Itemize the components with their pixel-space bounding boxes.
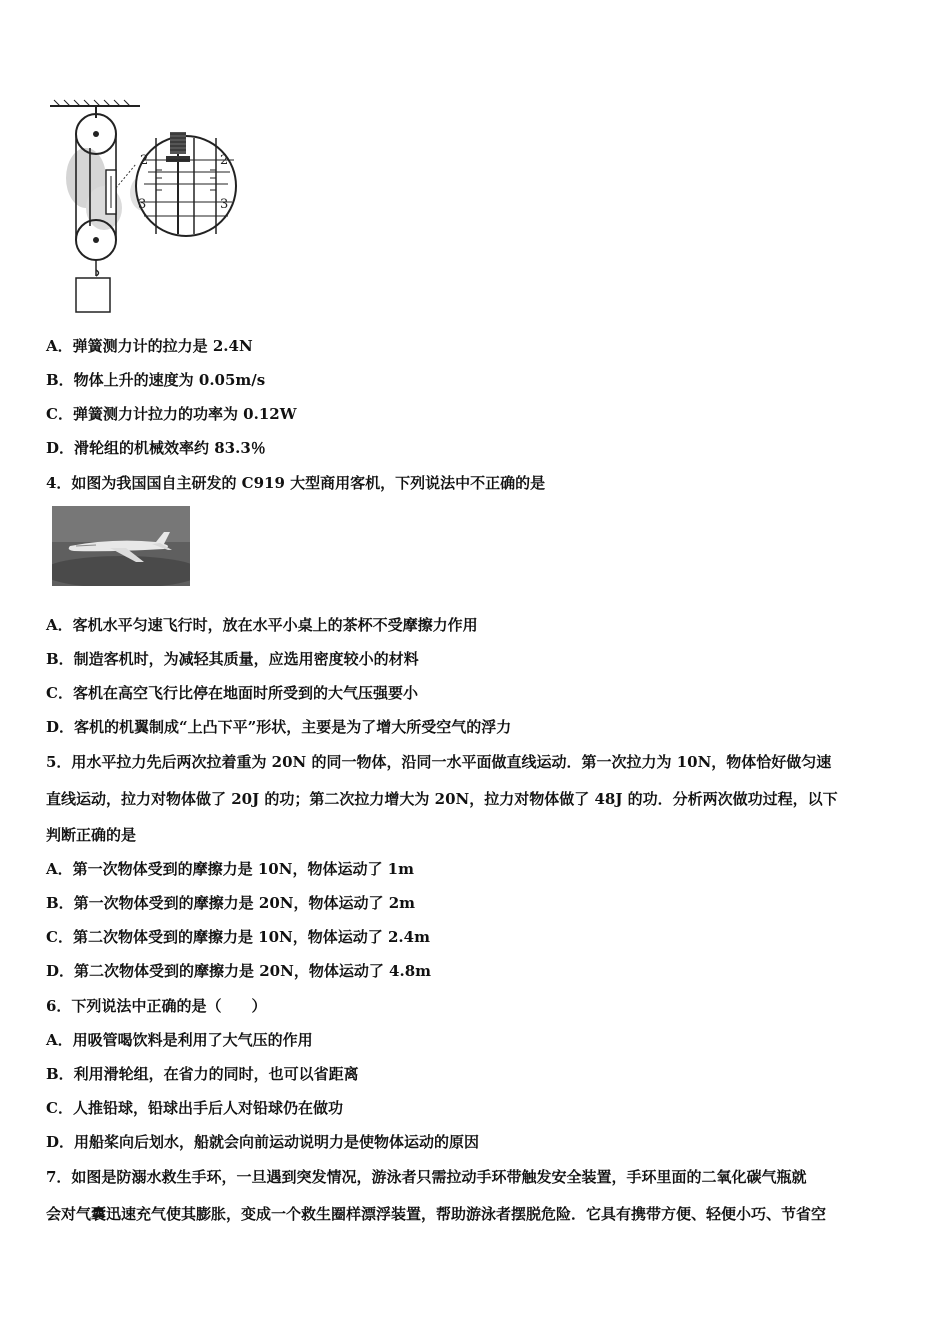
q7-line1: 7．如图是防溺水救生手环，一旦遇到突发情况，游泳者只需拉动手环带触发安全装置，手环里面的二氧化碳气瓶就 [46,1168,807,1186]
q5-option-a: A．第一次物体受到的摩擦力是 10N，物体运动了 1m [46,860,414,878]
q6-option-a: A．用吸管喝饮料是利用了大气压的作用 [46,1031,313,1049]
q3-option-a: A．弹簧测力计的拉力是 2.4N [46,337,253,355]
q5-option-c: C．第二次物体受到的摩擦力是 10N，物体运动了 2.4m [46,928,430,946]
scale-label-right-3: 3 [220,197,229,212]
q5-option-b: B．第一次物体受到的摩擦力是 20N，物体运动了 2m [46,894,416,912]
q5-stem-line2: 直线运动，拉力对物体做了 20J 的功；第二次拉力增大为 20N，拉力对物体做了 48J 的功．分析两次做功过程，以下 [46,790,838,808]
scale-label-left-3: 3 [138,197,147,212]
q6-stem: 6．下列说法中正确的是（ ） [46,997,267,1015]
weight-block [76,278,110,312]
q4-option-d: D．客机的机翼制成“上凸下平”形状，主要是为了增大所受空气的浮力 [46,718,512,736]
scale-label-left-2: 2 [140,153,149,168]
q6-option-d: D．用船桨向后划水，船就会向前运动说明力是使物体运动的原因 [46,1133,480,1151]
q5-option-d: D．第二次物体受到的摩擦力是 20N，物体运动了 4.8m [46,962,432,980]
q6-option-c: C．人推铅球，铅球出手后人对铅球仍在做功 [46,1099,343,1117]
q4-option-b: B．制造客机时，为减轻其质量，应选用密度较小的材料 [46,650,419,668]
q3-option-b: B．物体上升的速度为 0.05m/s [46,371,266,389]
q5-stem-line3: 判断正确的是 [46,826,137,844]
q7-line2: 会对气囊迅速充气使其膨胀，变成一个救生圈样漂浮装置，帮助游泳者摆脱危险．它具有携带方便、轻便小巧、节省空 [46,1205,827,1223]
pulley-diagram [44,98,240,320]
q3-option-c: C．弹簧测力计拉力的功率为 0.12W [46,405,297,423]
aircraft-photo [52,506,190,586]
q4-option-c: C．客机在高空飞行比停在地面时所受到的大气压强要小 [46,684,418,702]
q5-stem-line1: 5．用水平拉力先后两次拉着重为 20N 的同一物体，沿同一水平面做直线运动．第一次拉力为 10N，物体恰好做匀速 [46,753,832,771]
q3-option-d: D．滑轮组的机械效率约 83.3％ [46,439,266,457]
q4-stem: 4．如图为我国国自主研发的 C919 大型商用客机，下列说法中不正确的是 [46,474,546,492]
q4-option-a: A．客机水平匀速飞行时，放在水平小桌上的茶杯不受摩擦力作用 [46,616,478,634]
scale-label-right-2: 2 [220,153,229,168]
q6-option-b: B．利用滑轮组，在省力的同时，也可以省距离 [46,1065,359,1083]
